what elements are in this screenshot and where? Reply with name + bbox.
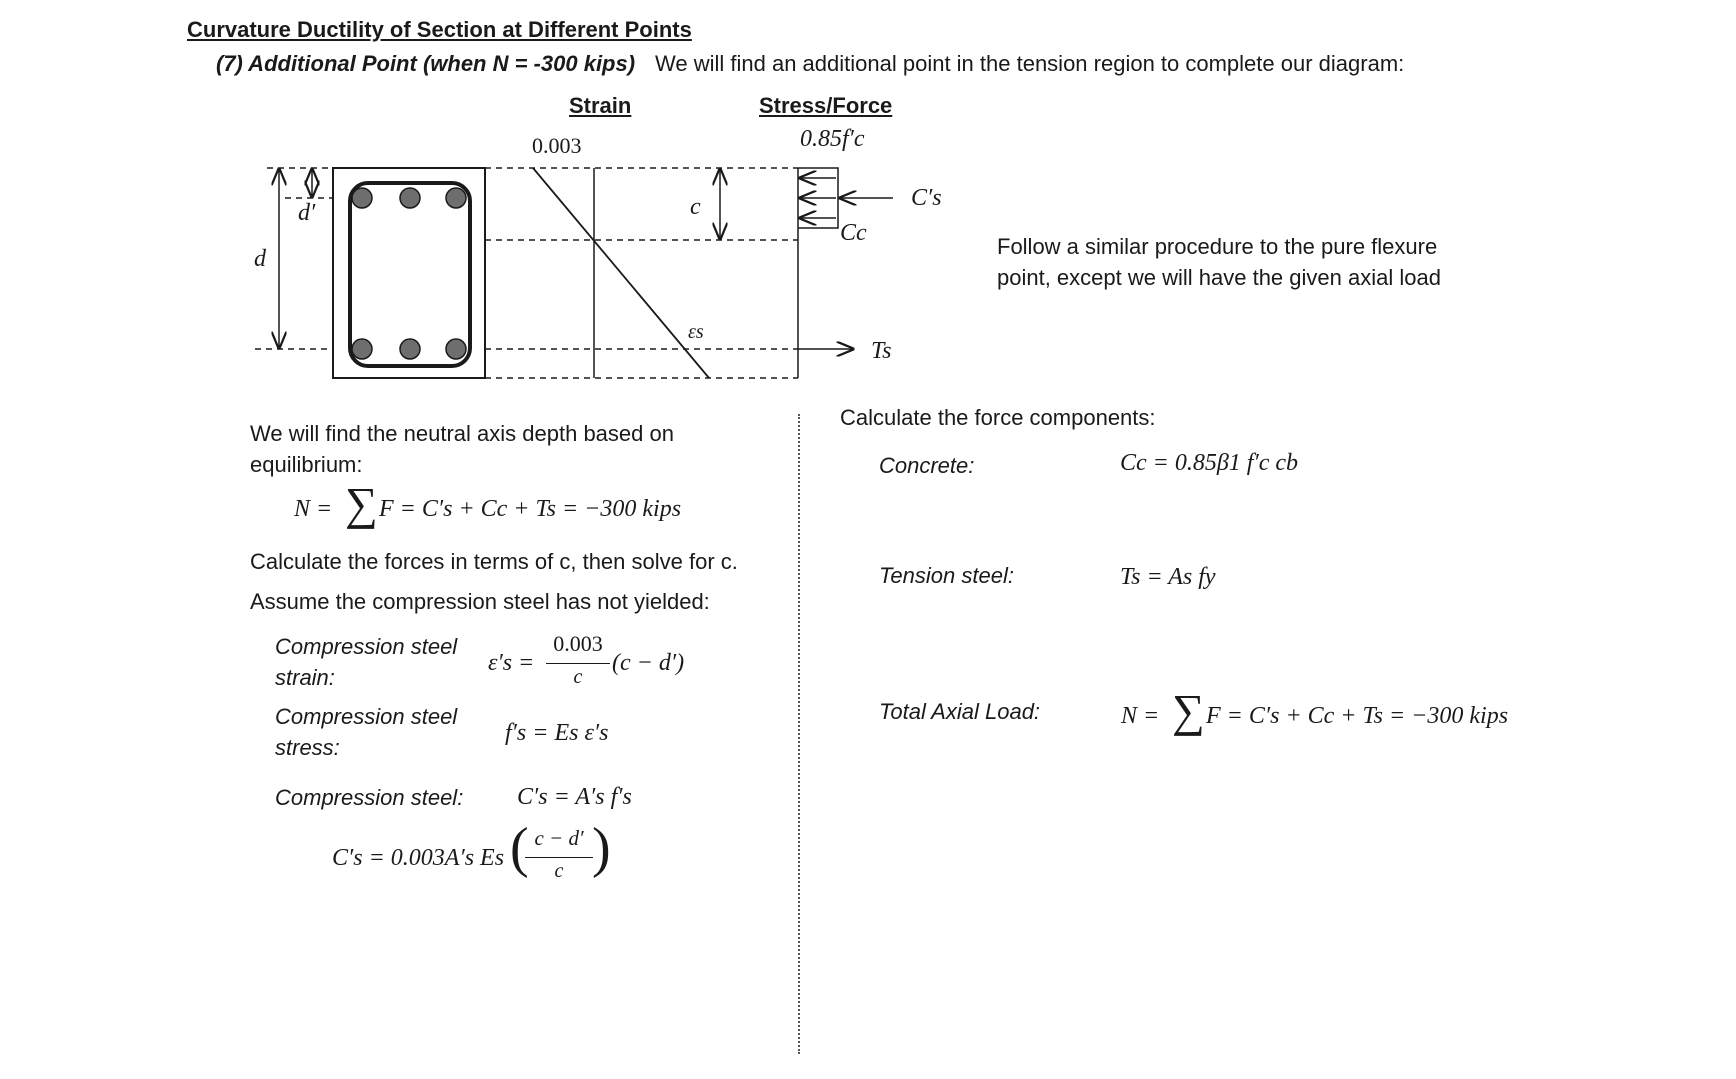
calc-forces-text: Calculate the forces in terms of c, then solve for c. bbox=[250, 549, 738, 574]
strain-heading: Strain bbox=[569, 93, 632, 118]
strain-label-1: Compression steel bbox=[275, 634, 458, 659]
rebar-top-2 bbox=[400, 188, 420, 208]
final-eq-close-paren: ) bbox=[592, 817, 611, 879]
label-eps-s: εs bbox=[688, 321, 704, 343]
final-eq-fraction-bar bbox=[525, 857, 593, 858]
total-axial-label: Total Axial Load: bbox=[879, 699, 1041, 724]
strain-eq-rhs: (c − d′) bbox=[612, 650, 685, 676]
strain-eq-numerator: 0.003 bbox=[553, 631, 603, 656]
stress-top-value: 0.85f′c bbox=[800, 126, 865, 152]
stress-label-1: Compression steel bbox=[275, 704, 458, 729]
note-line-2: point, except we will have the given axial load bbox=[997, 265, 1441, 290]
strain-label-2: strain: bbox=[275, 665, 335, 690]
force-label: Compression steel: bbox=[275, 785, 464, 810]
neutral-axis-text-2: equilibrium: bbox=[250, 452, 363, 477]
final-eq-numerator: c − d′ bbox=[534, 826, 584, 850]
concrete-eq: Cc = 0.85β1 f′c cb bbox=[1120, 450, 1299, 476]
total-sum-symbol: ∑ bbox=[1172, 685, 1205, 736]
rebar-bottom-2 bbox=[400, 339, 420, 359]
point-label: (7) Additional Point (when N = -300 kips) bbox=[216, 51, 636, 76]
stress-label-2: stress: bbox=[275, 735, 340, 760]
strain-eq-fraction-bar bbox=[546, 663, 610, 664]
rebar-bottom-3 bbox=[446, 339, 466, 359]
label-d: d bbox=[254, 246, 266, 272]
stress-eq: f′s = Es ε′s bbox=[505, 720, 609, 746]
intro-text: We will find an additional point in the tension region to complete our diagram: bbox=[655, 51, 1405, 76]
label-dprime: d′ bbox=[298, 200, 316, 226]
sum-symbol: ∑ bbox=[345, 478, 378, 529]
tension-steel-label: Tension steel: bbox=[879, 563, 1014, 588]
stress-force-heading: Stress/Force bbox=[759, 93, 893, 118]
force-eq: C′s = A′s f′s bbox=[517, 784, 632, 810]
section-diagram bbox=[0, 0, 1000, 400]
final-eq-denominator: c bbox=[554, 860, 564, 882]
rebar-top-3 bbox=[446, 188, 466, 208]
equilibrium-eq-rhs: F = C′s + Cc + Ts = −300 kips bbox=[379, 496, 682, 522]
tension-steel-eq: Ts = As fy bbox=[1120, 564, 1216, 590]
strain-top-value: 0.003 bbox=[532, 133, 582, 158]
strain-eq-lhs: ε′s = bbox=[488, 650, 535, 676]
neutral-axis-text-1: We will find the neutral axis depth based on bbox=[250, 421, 674, 446]
assume-text: Assume the compression steel has not yielded: bbox=[250, 589, 710, 614]
final-eq-open-paren: ( bbox=[510, 817, 529, 879]
label-c: c bbox=[690, 194, 701, 220]
force-components-heading: Calculate the force components: bbox=[840, 405, 1156, 430]
strain-eq-denominator: c bbox=[573, 666, 583, 688]
column-divider bbox=[798, 414, 800, 1054]
final-eq-lhs: C′s = 0.003A′s Es bbox=[332, 845, 505, 871]
page-title: Curvature Ductility of Section at Different Points bbox=[187, 17, 692, 42]
concrete-label: Concrete: bbox=[879, 453, 975, 478]
label-Ts: Ts bbox=[871, 338, 892, 364]
equilibrium-eq-lhs: N = bbox=[294, 496, 333, 522]
note-line-1: Follow a similar procedure to the pure flexure bbox=[997, 234, 1438, 259]
rebar-bottom-1 bbox=[352, 339, 372, 359]
rebar-top-1 bbox=[352, 188, 372, 208]
label-Cs: C′s bbox=[911, 185, 942, 211]
strain-line bbox=[533, 168, 709, 378]
total-eq-rhs: F = C′s + Cc + Ts = −300 kips bbox=[1206, 703, 1509, 729]
total-eq-lhs: N = bbox=[1121, 703, 1160, 729]
label-Cc: Cc bbox=[840, 220, 867, 246]
